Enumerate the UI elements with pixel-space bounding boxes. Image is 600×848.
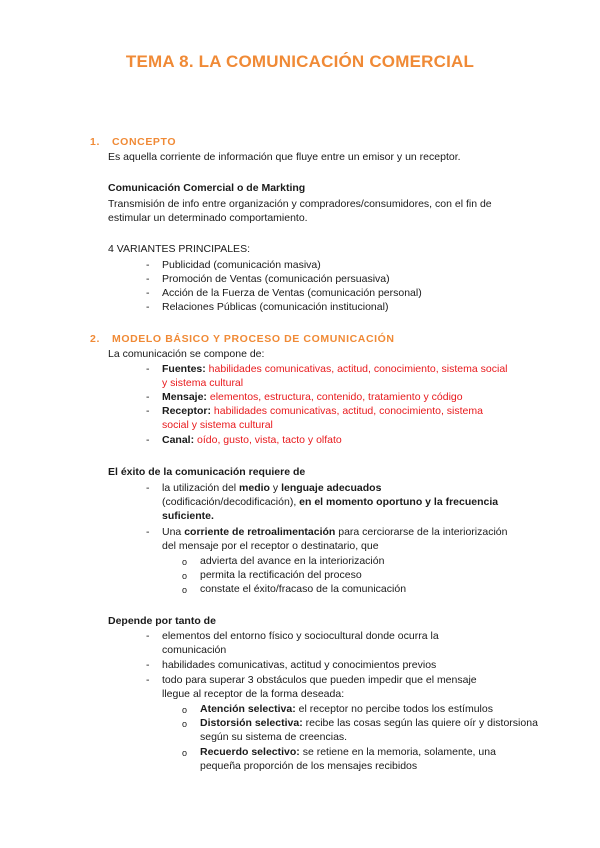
dash-bullet: -	[146, 526, 150, 538]
success-item-1-cont2: suficiente.	[162, 510, 214, 522]
depends-item-3-cont: llegue al receptor de la forma deseada:	[162, 688, 345, 700]
variant-item: Acción de la Fuerza de Ventas (comunicación personal)	[162, 287, 422, 299]
depends-item-1-cont: comunicación	[162, 644, 227, 656]
dash-bullet: -	[146, 674, 150, 686]
depends-item-2: habilidades comunicativas, actitud y conocimientos previos	[162, 659, 437, 671]
component-message: Mensaje: elementos, estructura, contenido, tratamiento y código	[162, 391, 463, 403]
success-item-2-cont: del mensaje por el receptor o destinatario, que	[162, 540, 379, 552]
depends-title: Depende por tanto de	[108, 615, 216, 627]
dash-bullet: -	[146, 287, 150, 299]
components-intro: La comunicación se compone de:	[108, 348, 265, 360]
circle-bullet: o	[182, 585, 188, 595]
dash-bullet: -	[146, 659, 150, 671]
dash-bullet: -	[146, 301, 150, 313]
component-channel: Canal: oído, gusto, vista, tacto y olfato	[162, 434, 342, 446]
commercial-communication-text-1: Transmisión de info entre organización y compradores/consumidores, con el fin de	[108, 198, 492, 210]
obstacle-distortion: Distorsión selectiva: recibe las cosas según las quiere oír y distorsiona	[200, 717, 538, 729]
component-sources-cont: y sistema cultural	[162, 377, 244, 389]
depends-item-1: elementos del entorno físico y sociocultural donde ocurra la	[162, 630, 439, 642]
success-item-1-cont: (codificación/decodificación), en el momento oportuno y la frecuencia	[162, 496, 499, 508]
depends-item-3: todo para superar 3 obstáculos que pueden impedir que el mensaje	[162, 674, 477, 686]
component-receiver: Receptor: habilidades comunicativas, actitud, conocimiento, sistema	[162, 405, 483, 417]
section-1-heading: 1. CONCEPTO	[90, 136, 177, 148]
circle-bullet: o	[182, 705, 188, 715]
obstacle-recall-cont: pequeña proporción de los mensajes recibidos	[200, 760, 418, 772]
obstacle-distortion-cont: según su sistema de creencias.	[200, 731, 348, 743]
circle-bullet: o	[182, 719, 188, 729]
feedback-point: permita la rectificación del proceso	[200, 569, 362, 581]
circle-bullet: o	[182, 557, 188, 567]
dash-bullet: -	[146, 482, 150, 494]
dash-bullet: -	[146, 434, 150, 446]
success-item-1: la utilización del medio y lenguaje adecuados	[162, 482, 382, 494]
obstacle-attention: Atención selectiva: el receptor no percibe todos los estímulos	[200, 703, 493, 715]
feedback-point: constate el éxito/fracaso de la comunicación	[200, 583, 407, 595]
feedback-point: advierta del avance en la interiorización	[200, 555, 385, 567]
circle-bullet: o	[182, 571, 188, 581]
dash-bullet: -	[146, 363, 150, 375]
success-title: El éxito de la comunicación requiere de	[108, 466, 306, 478]
variant-item: Publicidad (comunicación masiva)	[162, 259, 321, 271]
section-2-heading: 2. MODELO BÁSICO Y PROCESO DE COMUNICACIÓN	[90, 333, 395, 345]
variant-item: Promoción de Ventas (comunicación persuasiva)	[162, 273, 390, 285]
component-sources: Fuentes: habilidades comunicativas, actitud, conocimiento, sistema social	[162, 363, 508, 375]
commercial-communication-subheading: Comunicación Comercial o de Markting	[108, 182, 306, 194]
variant-item: Relaciones Públicas (comunicación institucional)	[162, 301, 389, 313]
page-title: TEMA 8. LA COMUNICACIÓN COMERCIAL	[125, 52, 475, 71]
circle-bullet: o	[182, 748, 188, 758]
obstacle-recall: Recuerdo selectivo: se retiene en la memoria, solamente, una	[200, 746, 496, 758]
dash-bullet: -	[146, 259, 150, 271]
dash-bullet: -	[146, 273, 150, 285]
concept-definition: Es aquella corriente de información que fluye entre un emisor y un receptor.	[108, 151, 461, 163]
variants-title: 4 VARIANTES PRINCIPALES:	[108, 243, 250, 255]
success-item-2: Una corriente de retroalimentación para cerciorarse de la interiorización	[162, 526, 508, 538]
dash-bullet: -	[146, 391, 150, 403]
dash-bullet: -	[146, 405, 150, 417]
component-receiver-cont: social y sistema cultural	[162, 419, 273, 431]
dash-bullet: -	[146, 630, 150, 642]
commercial-communication-text-2: estimular un determinado comportamiento.	[108, 212, 308, 224]
